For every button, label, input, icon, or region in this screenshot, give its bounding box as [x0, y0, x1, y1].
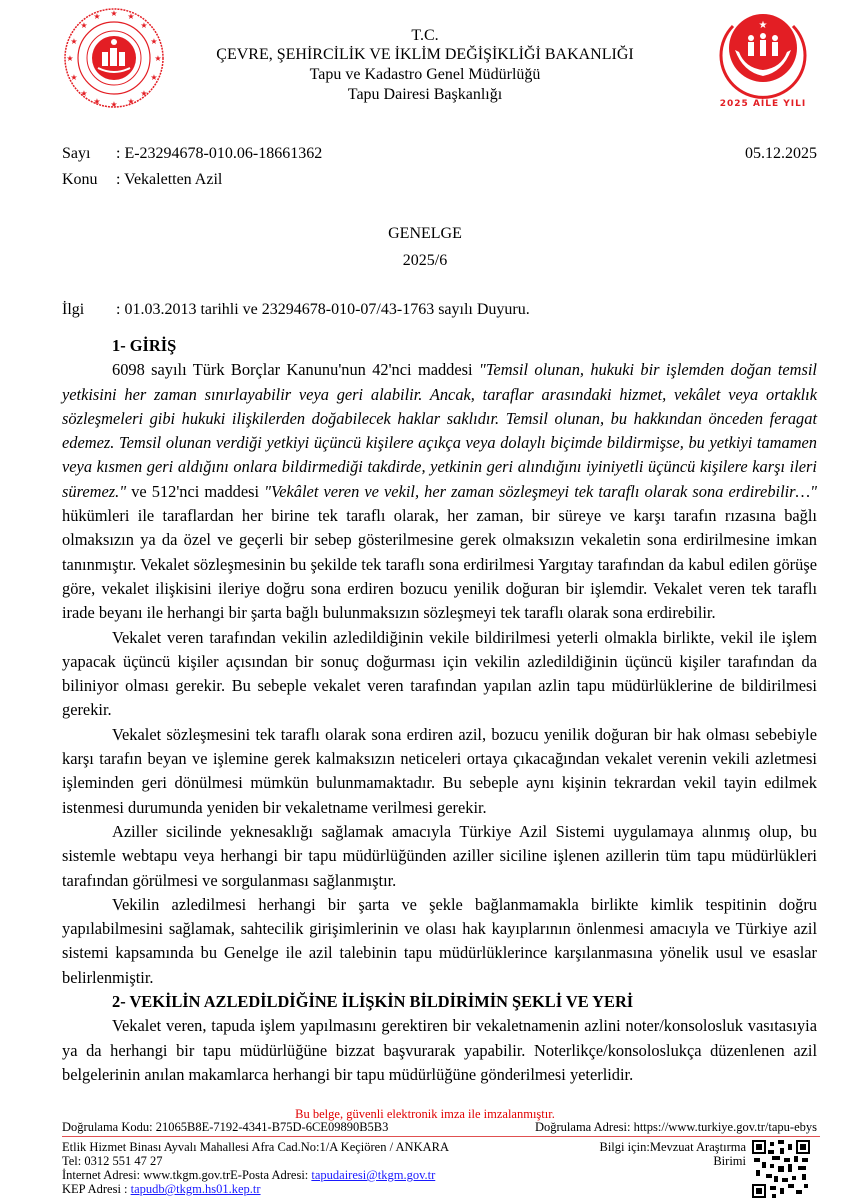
ilgi-value: : 01.03.2013 tarihli ve 23294678-010-07/43-1763 sayılı Duyuru. [116, 301, 530, 318]
sayi-value: : E-23294678-010.06-18661362 [116, 145, 323, 162]
document-date: 05.12.2025 [745, 145, 817, 162]
footer-divider [62, 1136, 820, 1137]
section-2-heading: 2- VEKİLİN AZLEDİLDİĞİNE İLİŞKİN BİLDİRİMİN ŞEKLİ VE YERİ [112, 992, 634, 1012]
footer-kep [62, 1183, 261, 1196]
document-body [62, 334, 817, 1087]
svg-text:★: ★ [93, 97, 101, 106]
svg-text:★: ★ [110, 9, 118, 18]
section-1-heading: 1- GİRİŞ [112, 336, 177, 355]
paragraph-6: Vekalet veren, tapuda işlem yapılmasını gerektiren bir vekaletnamenin azlini noter/konsolosluk vasıtasıyia ya da herhangi bir tapu müdürlüğüne bizzat başvurarak yapabilir. Noterlikçe/konsoloslukça düzenlenen azil belgelerinin anılan makamlarca herhangi bir tapu müdürlüğüne gönderilmesi yeterlidir. [62, 1016, 817, 1084]
header-department: Tapu Dairesi Başkanlığı [347, 86, 503, 103]
paragraph-2: Vekalet veren tarafından vekilin azledildiğinin vekile bildirilmesi yeterli olmakla birlikte, vekil ile işlem yapacak üçüncü kişiler açısından bir sonuç doğurması için vekilin azledildiğinin üçüncü kişiler tarafından da biliniyor olması gerekir. Bu sebeple vekalet veren tarafından yapılan azlin tapu müdürlüklerine de bildirilmesi gerekir. [62, 627, 817, 720]
verification-address[interactable]: Doğrulama Adresi: https://www.turkiye.gov.tr/tapu-ebys [534, 1120, 817, 1134]
paragraph-1-intro: 6098 sayılı Türk Borçlar Kanunu'nun 42'nci maddesi [112, 360, 479, 380]
svg-text:★: ★ [110, 100, 118, 109]
footer-address: Etlik Hizmet Binası Ayvalı Mahallesi Afra Cad.No:1/A Keçiören / ANKARA [62, 1140, 449, 1154]
svg-text:★: ★ [93, 12, 101, 21]
svg-text:★: ★ [127, 12, 135, 21]
header-directorate: Tapu ve Kadastro Genel Müdürlüğü [309, 66, 541, 83]
verification-code: Doğrulama Kodu: 21065B8E-7192-4341-B75D-6CE09890B5B3 [62, 1120, 389, 1134]
svg-text:★: ★ [758, 20, 768, 31]
svg-text:★: ★ [154, 54, 162, 63]
footer-internet [62, 1169, 435, 1182]
info-contact-line2: Birimi [713, 1154, 746, 1168]
svg-text:★: ★ [70, 73, 78, 82]
konu-label: Konu [62, 171, 98, 188]
svg-text:★: ★ [80, 89, 88, 98]
svg-text:★: ★ [140, 89, 148, 98]
esign-notice: Bu belge, güvenli elektronik imza ile imzalanmıştır. [295, 1107, 555, 1121]
paragraph-4: Aziller sicilinde yeknesaklığı sağlamak amacıyla Türkiye Azil Sistemi uygulamaya alınmış olup, bu sistemle webtapu veya herhangi bir tapu müdürlüğünden aziller siciline işlenen azillerin tüm tapu müdürlükleri tarafından görülmesi ve sorgulanması sağlanmıştır. [62, 821, 817, 890]
header-ministry: ÇEVRE, ŞEHİRCİLİK VE İKLİM DEĞİŞİKLİĞİ BAKANLIĞI [216, 46, 634, 63]
qr-code-icon [752, 1140, 810, 1198]
svg-text:★: ★ [127, 97, 135, 106]
svg-text:★: ★ [80, 21, 88, 30]
email-link[interactable]: tapudairesi@tkgm.gov.tr [311, 1168, 436, 1182]
family-year-text: 2025 AİLE YILI [719, 99, 807, 109]
svg-text:★: ★ [150, 73, 158, 82]
kep-label: KEP Adresi : [62, 1182, 131, 1196]
kep-link[interactable]: tapudb@tkgm.hs01.kep.tr [130, 1182, 261, 1196]
internet-label: İnternet Adresi: www.tkgm.gov.trE-Posta Adresi: [62, 1168, 312, 1182]
konu-value: : Vekaletten Azil [116, 171, 223, 188]
svg-text:★: ★ [150, 37, 158, 46]
svg-text:★: ★ [140, 21, 148, 30]
svg-text:★: ★ [70, 37, 78, 46]
ilgi-label: İlgi [62, 301, 85, 318]
sayi-label: Sayı [62, 145, 91, 162]
genelge-title: GENELGE [388, 225, 462, 242]
paragraph-1-quote-42: "Temsil olunan, hukuki bir işlemden doğan temsil yetkisini her zaman sınırlayabilir veya geri alabilir. Ancak, taraflar arasındaki hizmet, vekâlet veya ortaklık sözleşmeleri gibi hukuki ilişkilerden doğabilecek haklar saklıdır. Temsil olunan, bu hakkından önceden feragat edemez. Temsil olunan verdiği yetkiyi üçüncü kişilere açıkça veya dolaylı biçimde bildirmişse, bu yetkiyi tamamen veya kısmen geri aldığını onlara bildirmediği takdirde, yetkinin geri alındığını iyiniyetli üçüncü kişilere karşı ileri süremez." [62, 360, 817, 501]
family-year-logo [713, 6, 813, 110]
paragraph-1 [62, 358, 817, 625]
svg-text:★: ★ [66, 54, 74, 63]
paragraph-1-quote-512: "Vekâlet veren ve vekil, her zaman sözleşmeyi tek taraflı olarak sona erdirebilir…" [264, 481, 818, 501]
paragraph-3: Vekalet sözleşmesini tek taraflı olarak sona erdiren azil, bozucu yenilik doğuran bir hak olması sebebiyle karşı tarafın beyan ve işlemine gerek kalmaksızın neticeleri ortaya çıkacağından vekalet verenin vekili azletmesi işleminden geri dönülmesi mümkün bulunmamaktadır. Bu sebeple aynı kişinin tekrardan vekil tayin edilmek istenmesi durumunda yeniden bir vekaletname verilmesi gerekir. [62, 724, 817, 817]
paragraph-1-mid: ve 512'nci maddesi [126, 481, 265, 501]
info-contact-line1: Bilgi için:Mevzuat Araştırma [599, 1140, 746, 1154]
paragraph-1-rest: hükümleri ile taraflardan her birine tek taraflı olarak, her zaman, bir süreye ve karşı tarafın rızasına bağlı olmaksızın ya da özel ve geçerli bir sebep gösterilmesine gerek olmaksızın vekaletin sona erdirilmesine imkan tanınmıştır. Vekalet sözleşmesinin bu şekilde tek taraflı sona erdirilmesi Yargıtay tarafından da kabul edilen görüşe göre, vekalet ilişkisini ileriye doğru sona erdiren bozucu yenilik doğuran bir işlemdir. Vekalet veren tek taraflı irade beyanı ile herhangi bir şarta bağlı bulunmaksızın sözleşmeyi tek taraflı olarak sona erdirebilir. [62, 506, 817, 623]
genelge-number: 2025/6 [402, 252, 448, 269]
paragraph-5: Vekilin azledilmesi herhangi bir şarta ve şekle bağlanmamakla birlikte kimlik tespitinin doğru yapılabilmesini sağlamak, sahtecilik girişimlerinin ve olası hak kayıplarının önlenmesi amacıyla ve Türkiye azil sistemi kapsamında bu Genelge ile azil talebinin tapu müdürlüklerince karşılanmasına yönelik usul ve esaslar belirlenmiştir. [62, 894, 817, 987]
footer-tel: Tel: 0312 551 47 27 [62, 1154, 163, 1168]
header-tc: T.C. [411, 27, 439, 44]
